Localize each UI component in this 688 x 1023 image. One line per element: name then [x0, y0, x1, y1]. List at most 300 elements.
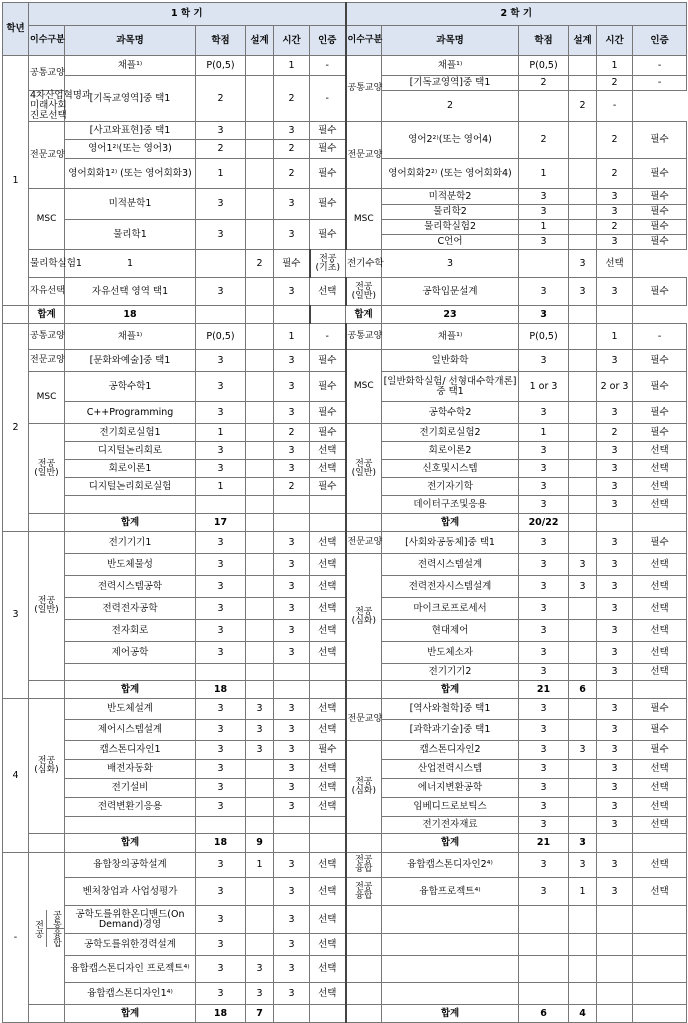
time-cell: 2 [597, 122, 633, 159]
table-row [3, 720, 687, 741]
category-cell: 전문교양 [29, 122, 65, 189]
cert-cell: 선택 [633, 798, 687, 817]
credit-cell: 3 [519, 554, 569, 576]
course-name: [과학과기술]중 택1 [382, 720, 519, 741]
course-name: 물리학2 [382, 205, 519, 220]
empty-cell [310, 496, 346, 514]
credit-cell: 3 [519, 664, 569, 681]
credit-cell: 3 [196, 442, 246, 460]
category-cell: 전문교양 [346, 122, 382, 189]
design-cell [246, 220, 274, 250]
course-name: 배전자동화 [65, 760, 196, 779]
course-name: 전력시스템설계 [382, 554, 519, 576]
empty-cell [382, 983, 519, 1005]
total-label: 합계 [29, 306, 65, 324]
category-fusion: 융합 [51, 929, 61, 947]
time-cell: 3 [274, 598, 310, 620]
time-cell: 3 [597, 598, 633, 620]
cert-cell: 선택 [633, 760, 687, 779]
cert-cell: 선택 [310, 460, 346, 478]
cert-cell: 필수 [633, 235, 687, 250]
course-name: 전기회로실험2 [382, 424, 519, 442]
category-cell: 자유선택 [29, 278, 65, 306]
credit-cell: 3 [196, 532, 246, 554]
cert-cell: 필수 [310, 350, 346, 372]
design-cell [569, 220, 597, 235]
course-name: 신호및시스템 [382, 460, 519, 478]
course-name: [사회와공동체]중 택1 [382, 532, 519, 554]
time-cell: 3 [597, 442, 633, 460]
credit-cell: 3 [519, 699, 569, 720]
cert-cell: 필수 [633, 350, 687, 372]
credit-cell: 3 [519, 798, 569, 817]
cert-cell: 선택 [633, 853, 687, 878]
category-cell: 공통교양 [346, 324, 382, 350]
time-cell: 2 [246, 250, 274, 278]
cert-cell: 필수 [310, 159, 346, 189]
total-row [3, 834, 687, 853]
cert-cell: - [633, 56, 687, 76]
credit-cell: 3 [196, 983, 246, 1005]
design-cell [569, 779, 597, 798]
empty-cell [633, 1005, 687, 1023]
empty-cell [346, 983, 382, 1005]
course-name: 공학입문설계 [382, 278, 519, 306]
empty-cell [597, 1005, 633, 1023]
time-cell: 2 [274, 424, 310, 442]
course-name: 디지털논리회로 [65, 442, 196, 460]
empty-cell [246, 496, 274, 514]
table-row [3, 779, 687, 798]
design-cell [569, 56, 597, 76]
category-cell: 전공(일반) [29, 532, 65, 681]
empty-cell [65, 496, 196, 514]
credit-cell: P(0,5) [519, 56, 569, 76]
empty-cell [597, 983, 633, 1005]
empty-cell [519, 906, 569, 934]
cert-cell: 필수 [274, 250, 310, 278]
empty-cell [569, 906, 597, 934]
cert-cell: 선택 [633, 576, 687, 598]
cert-cell: 선택 [310, 983, 346, 1005]
empty-cell [346, 934, 382, 956]
course-name: 물리학1 [65, 220, 196, 250]
design-cell [246, 906, 274, 934]
credit-cell: 3 [196, 699, 246, 720]
empty-cell [597, 306, 633, 324]
empty-cell [246, 817, 274, 834]
cert-cell: 선택 [310, 620, 346, 642]
table-row [3, 250, 687, 278]
course-name: 전기설비 [65, 779, 196, 798]
empty-cell [569, 983, 597, 1005]
empty-cell [569, 306, 597, 324]
course-name: [문화와예술]중 택1 [65, 350, 196, 372]
category-cell: 전문교양 [346, 699, 382, 741]
course-name: 마이크로프로세서 [382, 598, 519, 620]
credit-cell: 3 [519, 478, 569, 496]
credit-cell: 3 [519, 576, 569, 598]
total-design: 7 [246, 1005, 274, 1023]
credit-cell: 3 [519, 205, 569, 220]
sem2-header: 2 학 기 [346, 3, 687, 26]
course-name: 일반화학 [382, 350, 519, 372]
category-cell: 전공(기초) [310, 250, 346, 278]
credit-cell: 1 [196, 159, 246, 189]
design-cell [246, 554, 274, 576]
col-cert: 인증 [310, 26, 346, 56]
credit-cell: 3 [519, 779, 569, 798]
empty-cell [310, 664, 346, 681]
category-cell: 전공(심화) [346, 554, 382, 681]
cert-cell: 필수 [633, 278, 687, 306]
time-cell: 3 [597, 278, 633, 306]
credit-cell: 1 [196, 478, 246, 496]
credit-cell: 3 [196, 220, 246, 250]
total-credit: 20/22 [519, 514, 569, 532]
design-cell [246, 372, 274, 402]
time-cell: 3 [597, 853, 633, 878]
course-name: 미적분학1 [65, 189, 196, 220]
credit-cell: 3 [196, 956, 246, 983]
design-cell [569, 664, 597, 681]
empty-cell [382, 956, 519, 983]
sem1-header: 1 학 기 [29, 3, 346, 26]
category-cell: MSC [29, 189, 65, 250]
design-cell [569, 760, 597, 779]
credit-cell: 1 [196, 424, 246, 442]
empty-cell [597, 681, 633, 699]
total-label: 합계 [382, 1005, 519, 1023]
course-name: 전기수학 [346, 250, 382, 278]
design-cell [246, 278, 274, 306]
design-cell [569, 817, 597, 834]
design-cell [246, 424, 274, 442]
total-design: 9 [246, 834, 274, 853]
time-cell: 3 [597, 817, 633, 834]
design-cell [569, 189, 597, 205]
time-cell: 2 [274, 159, 310, 189]
total-design: 4 [569, 1005, 597, 1023]
design-cell [246, 402, 274, 424]
course-name: 융합프로젝트⁴⁾ [382, 878, 519, 906]
credit-cell: 3 [519, 235, 569, 250]
design-cell [569, 598, 597, 620]
empty-cell [382, 906, 519, 934]
design-cell [246, 350, 274, 372]
time-cell: 3 [597, 402, 633, 424]
empty-cell [274, 1005, 310, 1023]
empty-cell [29, 514, 65, 532]
table-row [3, 620, 687, 642]
empty-cell [597, 834, 633, 853]
total-row [3, 681, 687, 699]
total-credit: 18 [196, 834, 246, 853]
credit-cell: P(0,5) [519, 324, 569, 350]
cert-cell: 선택 [310, 878, 346, 906]
category-cell: 전공(일반) [346, 424, 382, 514]
credit-cell: 3 [519, 350, 569, 372]
empty-cell [382, 934, 519, 956]
course-name: 전기자기학 [382, 478, 519, 496]
total-credit: 17 [196, 514, 246, 532]
credit-cell: 3 [519, 532, 569, 554]
col-category: 이수구분 [346, 26, 382, 56]
time-cell: 3 [274, 372, 310, 402]
credit-cell: 3 [196, 878, 246, 906]
course-name: 현대제어 [382, 620, 519, 642]
table-row [3, 699, 687, 720]
time-cell: 1 [597, 324, 633, 350]
table-row [3, 350, 687, 372]
empty-cell [633, 956, 687, 983]
design-cell: 3 [569, 853, 597, 878]
design-cell [246, 159, 274, 189]
table-row [3, 664, 687, 681]
design-cell [246, 324, 274, 350]
empty-cell [569, 934, 597, 956]
total-label: 합계 [65, 681, 196, 699]
course-name: 전기기기2 [382, 664, 519, 681]
time-cell: 2 [274, 140, 310, 159]
empty-cell [346, 1005, 382, 1023]
course-name: 전력변환기응용 [65, 798, 196, 817]
course-name: 전력전자공학 [65, 598, 196, 620]
time-cell: 2 [597, 159, 633, 189]
course-name: 산업전력시스템 [382, 760, 519, 779]
cert-cell: 선택 [633, 478, 687, 496]
cert-cell: 선택 [310, 598, 346, 620]
design-cell: 3 [246, 956, 274, 983]
empty-cell [346, 834, 382, 853]
cert-cell: 필수 [310, 140, 346, 159]
table-row [3, 934, 687, 956]
credit-cell: 3 [519, 853, 569, 878]
design-cell [569, 402, 597, 424]
empty-cell [519, 934, 569, 956]
time-cell: 1 [274, 56, 310, 76]
cert-cell: 필수 [633, 189, 687, 205]
table-row [3, 906, 687, 934]
course-name: 영어회화1²⁾ (또는 영어회화3) [65, 159, 196, 189]
category-split [29, 910, 64, 947]
table-row [3, 372, 687, 402]
table-row [3, 324, 687, 350]
design-cell [569, 235, 597, 250]
empty-cell [274, 834, 310, 853]
design-cell [569, 532, 597, 554]
credit-cell: 3 [519, 496, 569, 514]
design-cell: 3 [569, 576, 597, 598]
cert-cell: - [310, 56, 346, 76]
course-name: 융합캡스톤디자인2⁴⁾ [382, 853, 519, 878]
course-name: 채플¹⁾ [382, 56, 519, 76]
design-cell: 3 [569, 741, 597, 760]
course-name: 캡스톤디자인1 [65, 741, 196, 760]
cert-cell: 필수 [633, 372, 687, 402]
credit-cell: 2 [196, 76, 246, 122]
credit-cell: 3 [196, 554, 246, 576]
table-row [3, 220, 687, 235]
time-cell: 2 [274, 76, 310, 122]
credit-cell: 3 [519, 642, 569, 664]
course-name: 반도체물성 [65, 554, 196, 576]
course-name: 반도체소자 [382, 642, 519, 664]
table-row [3, 642, 687, 664]
empty-cell [597, 906, 633, 934]
category-major: 전공 [29, 910, 47, 947]
table-row [3, 956, 687, 983]
category-cell: 전공(심화) [29, 699, 65, 834]
time-cell: 3 [274, 956, 310, 983]
cert-cell: 필수 [310, 122, 346, 140]
time-cell: 3 [274, 576, 310, 598]
credit-cell: 3 [196, 853, 246, 878]
credit-cell: 3 [196, 460, 246, 478]
table-row [3, 554, 687, 576]
credit-cell: 3 [196, 189, 246, 220]
cert-cell: 필수 [310, 372, 346, 402]
time-cell: 3 [274, 532, 310, 554]
course-name: 융합캡스톤디자인1⁴⁾ [65, 983, 196, 1005]
category-cell: MSC [346, 189, 382, 250]
empty-cell [633, 983, 687, 1005]
time-cell: 3 [597, 760, 633, 779]
design-cell [569, 478, 597, 496]
empty-cell [633, 834, 687, 853]
time-cell: 3 [597, 576, 633, 598]
category-cell: 전공(일반) [346, 278, 382, 306]
cert-cell: 필수 [310, 189, 346, 220]
table-row [3, 760, 687, 779]
credit-cell: 3 [519, 720, 569, 741]
total-label: 합계 [382, 514, 519, 532]
col-course: 과목명 [382, 26, 519, 56]
design-cell [246, 798, 274, 817]
time-cell: 2 [597, 424, 633, 442]
cert-cell: 선택 [310, 278, 346, 306]
design-cell [246, 460, 274, 478]
table-row [3, 817, 687, 834]
credit-cell: 1 [519, 424, 569, 442]
total-design [246, 514, 274, 532]
credit-cell: 3 [196, 576, 246, 598]
time-cell: 3 [597, 699, 633, 720]
course-name: C++Programming [65, 402, 196, 424]
empty-cell [246, 306, 274, 324]
total-design: 6 [569, 681, 597, 699]
credit-cell: 1 [65, 250, 196, 278]
time-cell: 3 [274, 878, 310, 906]
course-name: 미적분학2 [382, 189, 519, 205]
credit-cell: 3 [519, 741, 569, 760]
empty-cell [246, 664, 274, 681]
table-row [3, 496, 687, 514]
time-cell: 3 [274, 720, 310, 741]
course-name: C언어 [382, 235, 519, 250]
design-cell [246, 760, 274, 779]
total-label: 합계 [65, 514, 196, 532]
design-cell: 3 [246, 741, 274, 760]
table-row [3, 122, 687, 140]
design-cell: 1 [246, 853, 274, 878]
cert-cell: 선택 [310, 956, 346, 983]
time-cell: 2 [597, 220, 633, 235]
time-cell: 3 [274, 122, 310, 140]
total-label: 합계 [65, 834, 196, 853]
design-cell [246, 934, 274, 956]
credit-cell: 3 [519, 278, 569, 306]
design-cell [246, 478, 274, 496]
cert-cell: 선택 [310, 554, 346, 576]
total-credit: 18 [196, 1005, 246, 1023]
cert-cell: - [597, 91, 633, 122]
course-name: 영어2²⁾(또는 영어4) [382, 122, 519, 159]
curriculum-table [2, 2, 687, 1023]
cert-cell: 선택 [310, 906, 346, 934]
total-design: 3 [569, 834, 597, 853]
category-cell [29, 853, 65, 1005]
course-name: [사고와표현]중 택1 [65, 122, 196, 140]
time-cell: 3 [274, 402, 310, 424]
total-credit: 6 [519, 1005, 569, 1023]
table-row [3, 159, 687, 189]
category-cell: 전공 융합 [346, 878, 382, 906]
design-cell [246, 620, 274, 642]
course-name: [역사와철학]중 택1 [382, 699, 519, 720]
design-cell [519, 91, 569, 122]
time-cell: 3 [274, 620, 310, 642]
course-name: 채플¹⁾ [65, 324, 196, 350]
category-cell: 전공(심화) [346, 741, 382, 834]
empty-cell [519, 983, 569, 1005]
time-cell: 2 [597, 76, 633, 91]
credit-cell: 1 [519, 220, 569, 235]
design-cell [569, 642, 597, 664]
course-name: 전력전자시스템설계 [382, 576, 519, 598]
time-cell: 3 [274, 350, 310, 372]
table-row [3, 478, 687, 496]
course-name: 영어회화2²⁾ (또는 영어회화4) [382, 159, 519, 189]
design-cell [246, 189, 274, 220]
design-cell [569, 159, 597, 189]
credit-cell: 2 [519, 76, 569, 91]
cert-cell: 필수 [633, 720, 687, 741]
course-name: 디지털논리회로실험 [65, 478, 196, 496]
col-design: 설계 [246, 26, 274, 56]
total-label: 합계 [65, 1005, 196, 1023]
year-cell: 2 [3, 324, 29, 532]
cert-cell: 필수 [633, 122, 687, 159]
empty-cell [3, 306, 29, 324]
credit-cell: 3 [519, 620, 569, 642]
cert-cell: 필수 [310, 741, 346, 760]
year-cell: 4 [3, 699, 29, 853]
credit-cell: 1 [519, 159, 569, 189]
time-cell: 1 [274, 324, 310, 350]
design-cell [246, 598, 274, 620]
course-name: 공학수학2 [382, 402, 519, 424]
total-label: 합계 [382, 681, 519, 699]
design-cell [569, 798, 597, 817]
cert-cell: - [310, 76, 346, 122]
time-cell: 3 [274, 906, 310, 934]
empty-cell [65, 664, 196, 681]
category-common: 공통 [47, 910, 64, 929]
total-design [196, 306, 246, 324]
empty-cell [633, 906, 687, 934]
credit-cell: 3 [519, 598, 569, 620]
